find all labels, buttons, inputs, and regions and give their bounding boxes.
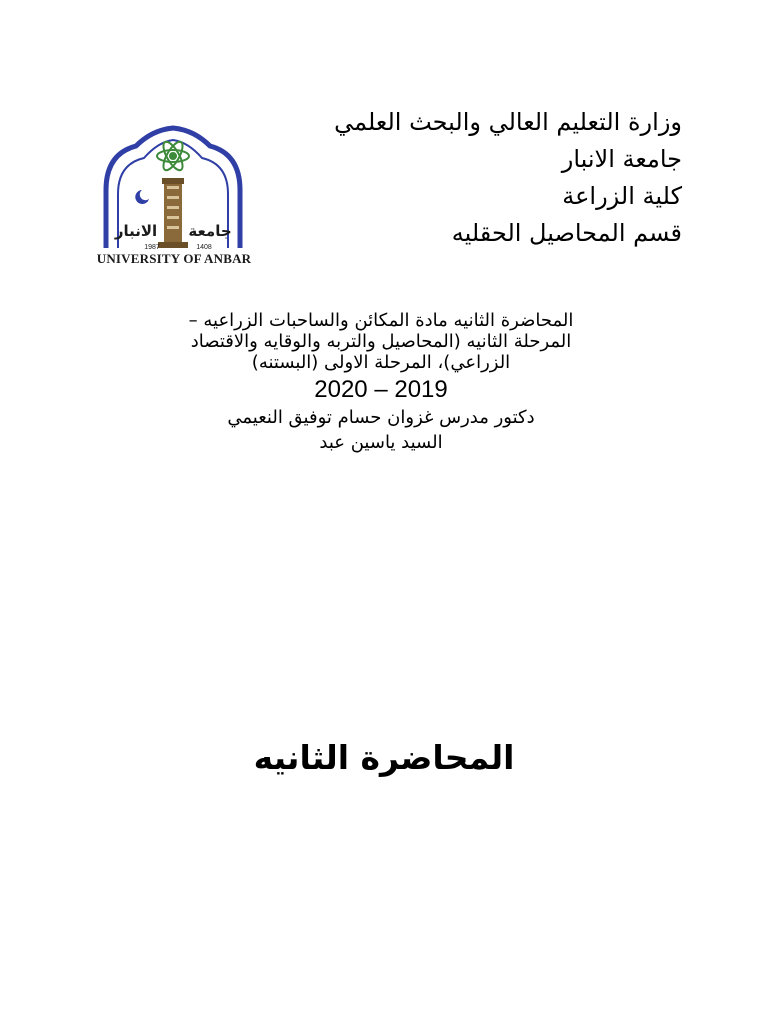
logo-arabic-right: جامعة [188,222,232,240]
college-name: كلية الزراعة [562,182,682,210]
lecturer-name: دكتور مدرس غزوان حسام توفيق النعيمي [227,407,535,428]
academic-year: 2020 – 2019 [314,376,448,403]
ministry-name: وزارة التعليم العالي والبحث العلمي [334,108,682,136]
crescent-icon [135,190,149,204]
course-info [130,310,632,455]
course-line-3: الزراعي)، المرحلة الاولى (البستنه) [251,352,511,373]
lecture-title: المحاضرة الثانيه [253,738,515,777]
course-line-1: المحاضرة الثانيه مادة المكائن والساحبات الزراعيه – [188,310,574,331]
institution-header [334,104,682,252]
logo-year-right: 1408 [196,244,212,251]
logo-arabic-left: الانبار [114,222,158,240]
course-line-2: المرحلة الثانيه (المحاصيل والتربه والوقايه والاقتصاد [190,331,572,352]
logo-caption: UNIVERSITY OF ANBAR [96,251,252,266]
university-logo [92,124,254,270]
university-name: جامعة الانبار [561,145,682,173]
assistant-name: السيد ياسين عبد [319,432,443,453]
logo-year-left: 1987 [144,244,160,251]
minaret-icon [158,178,188,248]
department-name: قسم المحاصيل الحقليه [451,219,682,247]
